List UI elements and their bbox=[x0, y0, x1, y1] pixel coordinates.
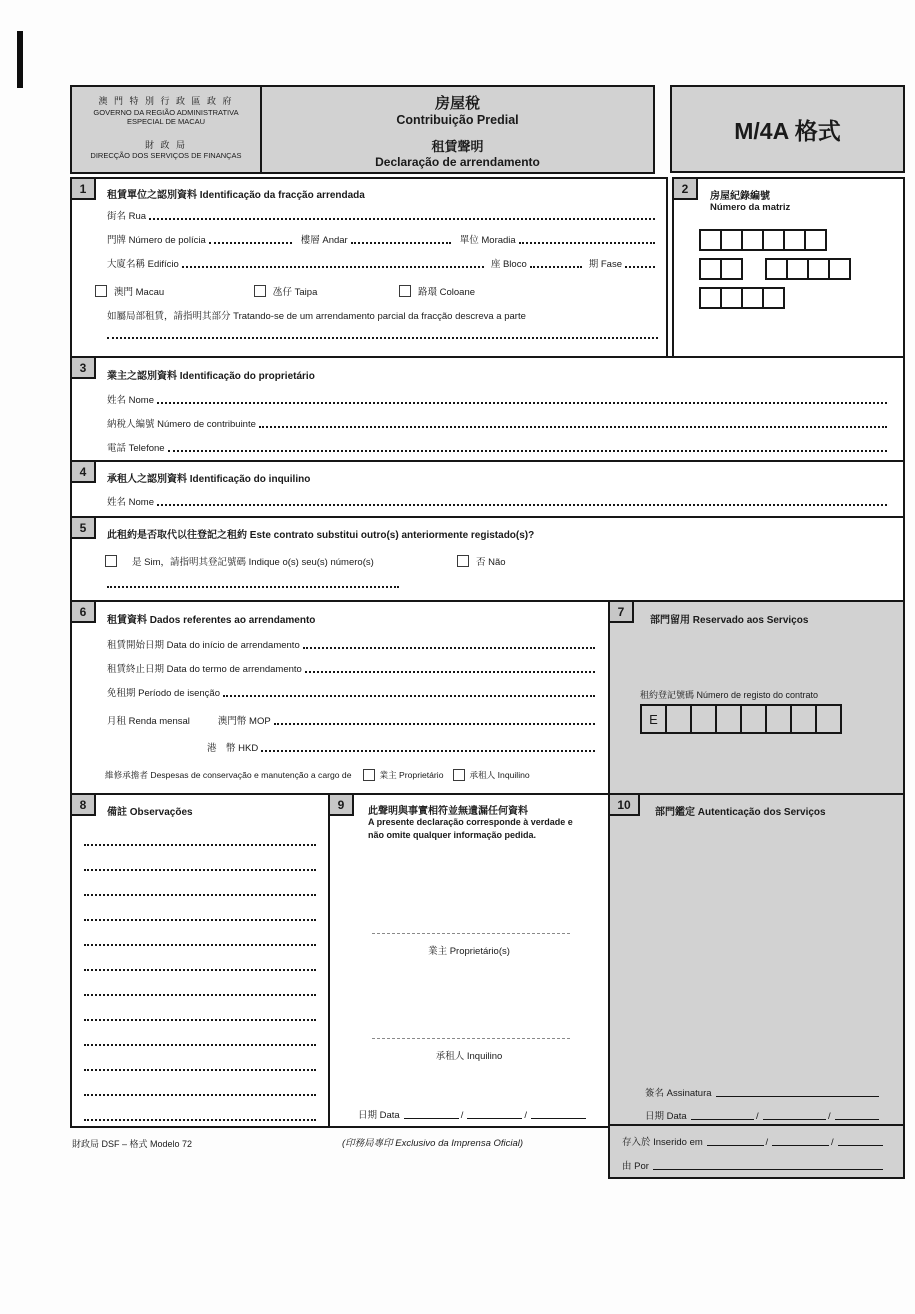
date-slash: / bbox=[830, 1137, 834, 1148]
registo-cell-e[interactable]: E bbox=[640, 704, 667, 734]
services-date-year-line[interactable] bbox=[835, 1117, 879, 1120]
section-9-number: 9 bbox=[328, 793, 354, 816]
taipa-checkbox[interactable] bbox=[254, 285, 266, 297]
services-date-label: 日期 Data bbox=[645, 1111, 687, 1122]
declaration-date-month-line[interactable] bbox=[467, 1116, 522, 1119]
tax-title-cn: 房屋稅 bbox=[434, 95, 480, 112]
matrix-row-2 bbox=[699, 258, 849, 280]
inserido-label: 存入於 Inserido em bbox=[622, 1137, 703, 1148]
observacoes-line[interactable] bbox=[84, 869, 316, 871]
matrix-cell[interactable] bbox=[783, 229, 806, 251]
policia-field-line[interactable] bbox=[209, 241, 292, 244]
decl-title-pt: Declaração de arrendamento bbox=[375, 155, 540, 169]
observacoes-line[interactable] bbox=[84, 1069, 316, 1071]
matrix-cell[interactable] bbox=[699, 229, 722, 251]
section-1 bbox=[70, 177, 668, 358]
edificio-field-line[interactable] bbox=[182, 265, 484, 268]
observacoes-line[interactable] bbox=[84, 969, 316, 971]
registo-cell[interactable] bbox=[715, 704, 742, 734]
matrix-cell[interactable] bbox=[828, 258, 851, 280]
assinatura-line[interactable] bbox=[716, 1094, 879, 1097]
section-5-number: 5 bbox=[70, 516, 96, 539]
declaration-date-day-line[interactable] bbox=[404, 1116, 459, 1119]
section-7-title: 部門留用 Reservado aos Serviços bbox=[650, 615, 809, 626]
tenant-signature-line[interactable] bbox=[372, 1038, 570, 1039]
matrix-cell[interactable] bbox=[699, 287, 722, 309]
substitui-nao-label: 否 Não bbox=[476, 557, 506, 568]
macau-checkbox[interactable] bbox=[95, 285, 107, 297]
matrix-cell[interactable] bbox=[786, 258, 809, 280]
matrix-cell[interactable] bbox=[762, 229, 785, 251]
inicio-label: 租賃開始日期 Data do início de arrendamento bbox=[107, 640, 300, 651]
owner-telefone-field-line[interactable] bbox=[168, 449, 887, 452]
section-2-title-cn: 房屋紀錄編號 bbox=[710, 191, 770, 202]
matrix-gap bbox=[741, 258, 765, 280]
matrix-cell[interactable] bbox=[720, 258, 743, 280]
moradia-field-line[interactable] bbox=[519, 241, 655, 244]
gov-name-cn: 澳 門 特 別 行 政 區 政 府 bbox=[98, 96, 234, 106]
inicio-field-line[interactable] bbox=[303, 646, 595, 649]
section-7-number: 7 bbox=[608, 600, 634, 623]
matrix-cell[interactable] bbox=[720, 229, 743, 251]
matrix-cell[interactable] bbox=[804, 229, 827, 251]
section-6-title: 租賃資料 Dados referentes ao arrendamento bbox=[107, 615, 316, 626]
bloco-field-line[interactable] bbox=[530, 265, 582, 268]
policia-label: 門牌 Número de polícia bbox=[107, 235, 206, 246]
date-slash: / bbox=[460, 1110, 464, 1121]
section-2-title-pt: Número da matriz bbox=[710, 202, 791, 213]
section-1-title: 租賃單位之認別資料 Identificação da fracção arrendada bbox=[107, 190, 365, 201]
observacoes-line[interactable] bbox=[84, 994, 316, 996]
section-9-title-pt1: A presente declaração corresponde à verdade e bbox=[368, 817, 573, 827]
inserido-date-day-line[interactable] bbox=[707, 1143, 764, 1146]
moradia-label: 單位 Moradia bbox=[459, 235, 516, 246]
rua-label: 街名 Rua bbox=[107, 211, 147, 222]
form-code: M/4A 格式 bbox=[734, 117, 841, 144]
registo-cell[interactable] bbox=[765, 704, 792, 734]
hkd-field-line[interactable] bbox=[261, 749, 595, 752]
matrix-cell[interactable] bbox=[699, 258, 722, 280]
bloco-label: 座 Bloco bbox=[490, 259, 527, 270]
despesas-label: 維修承擔者 Despesas de conservação e manutenção a cargo de bbox=[105, 770, 352, 780]
section-10 bbox=[608, 793, 905, 1126]
coloane-label: 路環 Coloane bbox=[418, 287, 476, 298]
registo-cells bbox=[640, 704, 840, 734]
section-3-title: 業主之認別資料 Identificação do proprietário bbox=[107, 371, 315, 382]
section-2-number: 2 bbox=[672, 177, 698, 200]
section-9 bbox=[328, 793, 610, 1128]
observacoes-line[interactable] bbox=[84, 919, 316, 921]
parcial-label: 如屬局部租賃，請指明其部分 Tratando-se de um arrendamento parcial da fracção descreva a parte bbox=[107, 311, 526, 322]
tax-title-pt: Contribuição Predial bbox=[396, 113, 519, 127]
scan-artifact bbox=[17, 31, 23, 88]
form-code-cell bbox=[670, 85, 905, 173]
date-slash: / bbox=[765, 1137, 769, 1148]
substitui-sim-label: 是 Sim，請指明其登記號碼 Indique o(s) seu(s) número(s) bbox=[132, 557, 374, 568]
owner-nome-field-line[interactable] bbox=[157, 401, 887, 404]
despesas-proprietario-label: 業主 Proprietário bbox=[379, 770, 444, 780]
section-4-number: 4 bbox=[70, 460, 96, 483]
section-9-title-pt2: não omite qualquer informação pedida. bbox=[368, 830, 537, 840]
inserido-box bbox=[608, 1124, 905, 1179]
owner-telefone-label: 電話 Telefone bbox=[107, 443, 165, 454]
declaration-date-year-line[interactable] bbox=[531, 1116, 586, 1119]
registo-cell[interactable] bbox=[690, 704, 717, 734]
dept-name-cn: 財 政 局 bbox=[144, 140, 187, 150]
section-8-title: 備註 Observações bbox=[107, 807, 193, 818]
observacoes-line[interactable] bbox=[84, 844, 316, 846]
services-date-day-line[interactable] bbox=[691, 1117, 754, 1120]
owner-signature-line[interactable] bbox=[372, 933, 570, 934]
section-1-number: 1 bbox=[70, 177, 96, 200]
gov-name-pt1: GOVERNO DA REGIÃO ADMINISTRATIVA bbox=[93, 108, 239, 117]
termo-label: 租賃終止日期 Data do termo de arrendamento bbox=[107, 664, 302, 675]
date-slash: / bbox=[828, 1111, 831, 1122]
date-slash: / bbox=[524, 1110, 527, 1121]
observacoes-line[interactable] bbox=[84, 1094, 316, 1096]
matrix-row-1 bbox=[699, 229, 825, 251]
section-9-title-cn: 此聲明與事實相符並無遺漏任何資料 bbox=[368, 806, 528, 817]
owner-nome-label: 姓名 Nome bbox=[107, 395, 154, 406]
header-title-cell bbox=[260, 85, 655, 174]
por-label: 由 Por bbox=[622, 1161, 649, 1172]
macau-label: 澳門 Macau bbox=[114, 287, 165, 298]
footer-imprensa-oficial: (印務局專印 Exclusivo da Imprensa Oficial) bbox=[342, 1138, 524, 1149]
owner-contribuinte-label: 納稅人編號 Número de contribuinte bbox=[107, 419, 256, 430]
section-10-title: 部門鑑定 Autenticação dos Serviços bbox=[655, 807, 826, 818]
observacoes-line[interactable] bbox=[84, 894, 316, 896]
services-date-month-line[interactable] bbox=[763, 1117, 826, 1120]
gov-name-pt2: ESPECIAL DE MACAU bbox=[126, 117, 206, 126]
section-8 bbox=[70, 793, 330, 1128]
assinatura-label: 簽名 Assinatura bbox=[645, 1088, 712, 1099]
date-slash: / bbox=[756, 1111, 759, 1122]
matrix-cell[interactable] bbox=[765, 258, 788, 280]
section-3 bbox=[70, 356, 905, 462]
fase-label: 期 Fase bbox=[588, 259, 622, 270]
despesas-inquilino-checkbox[interactable] bbox=[453, 769, 465, 781]
observacoes-line[interactable] bbox=[84, 1044, 316, 1046]
mop-label: 澳門幣 MOP bbox=[217, 716, 271, 727]
substitui-nao-checkbox[interactable] bbox=[457, 555, 469, 567]
observacoes-line[interactable] bbox=[84, 1019, 316, 1021]
registo-cell[interactable] bbox=[815, 704, 842, 734]
section-6 bbox=[70, 600, 610, 795]
section-5 bbox=[70, 516, 905, 602]
fase-field-line[interactable] bbox=[625, 265, 655, 268]
observacoes-line[interactable] bbox=[84, 1119, 316, 1121]
matrix-row-3 bbox=[699, 287, 783, 309]
declaration-date-label: 日期 Data bbox=[358, 1110, 400, 1121]
registo-cell[interactable] bbox=[665, 704, 692, 734]
section-4-title: 承租人之認別資料 Identificação do inquilino bbox=[107, 474, 311, 485]
tenant-signature-label: 承租人 Inquilino bbox=[435, 1051, 503, 1062]
matrix-cell[interactable] bbox=[762, 287, 785, 309]
decl-title-cn: 租賃聲明 bbox=[431, 139, 484, 154]
matrix-cell[interactable] bbox=[741, 229, 764, 251]
registo-label: 租約登記號碼 Número de registo do contrato bbox=[640, 690, 819, 700]
despesas-inquilino-label: 承租人 Inquilino bbox=[469, 770, 530, 780]
parcial-field-line[interactable] bbox=[107, 337, 658, 339]
andar-field-line[interactable] bbox=[351, 241, 451, 244]
footer-model-code: 財政局 DSF – 格式 Modelo 72 bbox=[72, 1139, 193, 1149]
tenant-nome-field-line[interactable] bbox=[157, 503, 887, 506]
matrix-cell[interactable] bbox=[720, 287, 743, 309]
isencao-label: 免租期 Período de isenção bbox=[107, 688, 221, 699]
andar-label: 樓層 Andar bbox=[300, 235, 348, 246]
taipa-label: 氹仔 Taipa bbox=[273, 287, 318, 298]
section-5-title: 此租約是否取代以往登記之租約 Este contrato substitui outro(s) anteriormente registado(s)? bbox=[107, 530, 535, 541]
isencao-field-line[interactable] bbox=[223, 694, 595, 697]
section-3-number: 3 bbox=[70, 356, 96, 379]
registo-cell[interactable] bbox=[740, 704, 767, 734]
matrix-cell[interactable] bbox=[741, 287, 764, 309]
mop-field-line[interactable] bbox=[274, 722, 595, 725]
rua-field-line[interactable] bbox=[149, 217, 655, 220]
por-line[interactable] bbox=[653, 1167, 883, 1170]
header-gov-cell bbox=[70, 85, 262, 174]
inserido-date-month-line[interactable] bbox=[772, 1143, 829, 1146]
section-7 bbox=[608, 600, 905, 795]
substitui-sim-checkbox[interactable] bbox=[105, 555, 117, 567]
substitui-numero-field-line[interactable] bbox=[107, 586, 399, 588]
section-2 bbox=[672, 177, 905, 358]
section-4 bbox=[70, 460, 905, 518]
coloane-checkbox[interactable] bbox=[399, 285, 411, 297]
registo-cell[interactable] bbox=[790, 704, 817, 734]
tenant-nome-label: 姓名 Nome bbox=[107, 497, 154, 508]
hkd-label: 港 幣 HKD bbox=[207, 743, 259, 754]
owner-contribuinte-field-line[interactable] bbox=[259, 425, 887, 428]
matrix-cell[interactable] bbox=[807, 258, 830, 280]
termo-field-line[interactable] bbox=[305, 670, 595, 673]
inserido-date-year-line[interactable] bbox=[838, 1143, 883, 1146]
owner-signature-label: 業主 Proprietário(s) bbox=[428, 946, 510, 957]
section-6-number: 6 bbox=[70, 600, 96, 623]
section-10-number: 10 bbox=[608, 793, 640, 816]
renda-mensal-label: 月租 Renda mensal bbox=[107, 716, 190, 727]
observacoes-line[interactable] bbox=[84, 944, 316, 946]
section-8-number: 8 bbox=[70, 793, 96, 816]
despesas-proprietario-checkbox[interactable] bbox=[363, 769, 375, 781]
edificio-label: 大廈名稱 Edifício bbox=[107, 259, 179, 270]
dept-name-pt: DIRECÇÃO DOS SERVIÇOS DE FINANÇAS bbox=[90, 151, 242, 160]
